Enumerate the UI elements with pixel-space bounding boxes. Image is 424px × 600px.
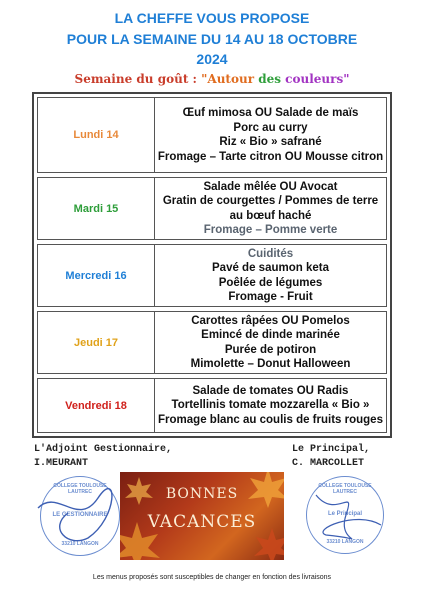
footer-disclaimer: Les menus proposés sont susceptibles de changer en fonction des livraisons [92, 574, 332, 581]
dish-item: Pavé de saumon keta [212, 262, 329, 274]
stamp-center-text: Le Principal [327, 511, 362, 517]
dish-item: Fromage blanc au coulis de fruits rouges [158, 413, 383, 426]
dish-item: Cuidités [247, 247, 294, 260]
holiday-banner [120, 472, 284, 560]
dish-item: Gratin de courgettes / Pommes de terre au bœuf haché [162, 195, 379, 222]
dish-item: Salade mêlée OU Avocat [203, 180, 338, 193]
dish-item: Poêlée de légumes [218, 276, 323, 289]
dish-item: Fromage – Pomme verte [203, 224, 338, 236]
theme-subtitle [0, 72, 424, 86]
subtitle-part-2: "Autour [201, 72, 255, 86]
stamp-ring-text: COLLEGE TOULOUSE LAUTREC [318, 483, 372, 495]
stamp-bottom-text: 33210 LANGON [61, 541, 99, 547]
menu-row-friday [37, 378, 387, 433]
dish-item: Œuf mimosa OU Salade de maïs [182, 107, 359, 119]
dish-item: Porc au curry [233, 121, 308, 134]
header-title-line1: LA CHEFFE VOUS PROPOSE [114, 10, 310, 26]
banner-line-2: VACANCES [147, 512, 257, 532]
stamp-bottom-text: 33210 LANGON [326, 539, 364, 545]
dish-item: Riz « Bio » safrané [219, 136, 322, 148]
dish-list [155, 379, 386, 432]
principal-title: Le Principal, [292, 444, 371, 455]
stamp-ring-text: COLLEGE TOULOUSE LAUTREC [53, 483, 107, 495]
subtitle-part-4: couleurs" [285, 72, 350, 86]
gestionnaire-signature [28, 478, 128, 558]
dish-list [155, 98, 386, 172]
day-label: Mardi 15 [38, 178, 155, 239]
menu-row-thursday [37, 311, 387, 374]
dish-item: Fromage - Fruit [228, 291, 313, 303]
dish-item: Salade de tomates OU Radis [192, 384, 349, 397]
subtitle-part-1: Semaine du goût : [74, 72, 202, 86]
day-label: Vendredi 18 [38, 379, 155, 432]
dish-list [155, 312, 386, 373]
principal-signature [296, 480, 396, 556]
menu-row-wednesday [37, 244, 387, 307]
dish-item: Tortellinis tomate mozzarella « Bio » [171, 399, 370, 412]
gestionnaire-name: I.MEURANT [34, 458, 89, 469]
day-label: Mercredi 16 [38, 245, 155, 306]
weekly-menu-table [32, 92, 392, 438]
dish-item: Emincé de dinde marinée [201, 329, 340, 341]
dish-item: Fromage – Tarte citron OU Mousse citron [157, 150, 384, 163]
principal-name: C. MARCOLLET [292, 458, 365, 469]
menu-row-tuesday [37, 177, 387, 240]
dish-item: Carottes râpées OU Pomelos [191, 314, 350, 327]
day-label: Jeudi 17 [38, 312, 155, 373]
dish-list [155, 245, 386, 306]
dish-list [155, 178, 386, 239]
gestionnaire-title: L'Adjoint Gestionnaire, [34, 444, 173, 455]
header-title-line2: POUR LA SEMAINE DU 14 AU 18 OCTOBRE [66, 31, 358, 47]
banner-line-1: BONNES [165, 486, 239, 502]
dish-item: Purée de potiron [224, 343, 317, 356]
subtitle-part-3: des [254, 72, 286, 86]
day-label: Lundi 14 [38, 98, 155, 172]
stamp-center-text: LE GESTIONNAIRE [52, 512, 108, 518]
menu-row-monday [37, 97, 387, 173]
header-title-year: 2024 [196, 51, 228, 67]
dish-item: Mimolette – Donut Halloween [190, 358, 351, 370]
